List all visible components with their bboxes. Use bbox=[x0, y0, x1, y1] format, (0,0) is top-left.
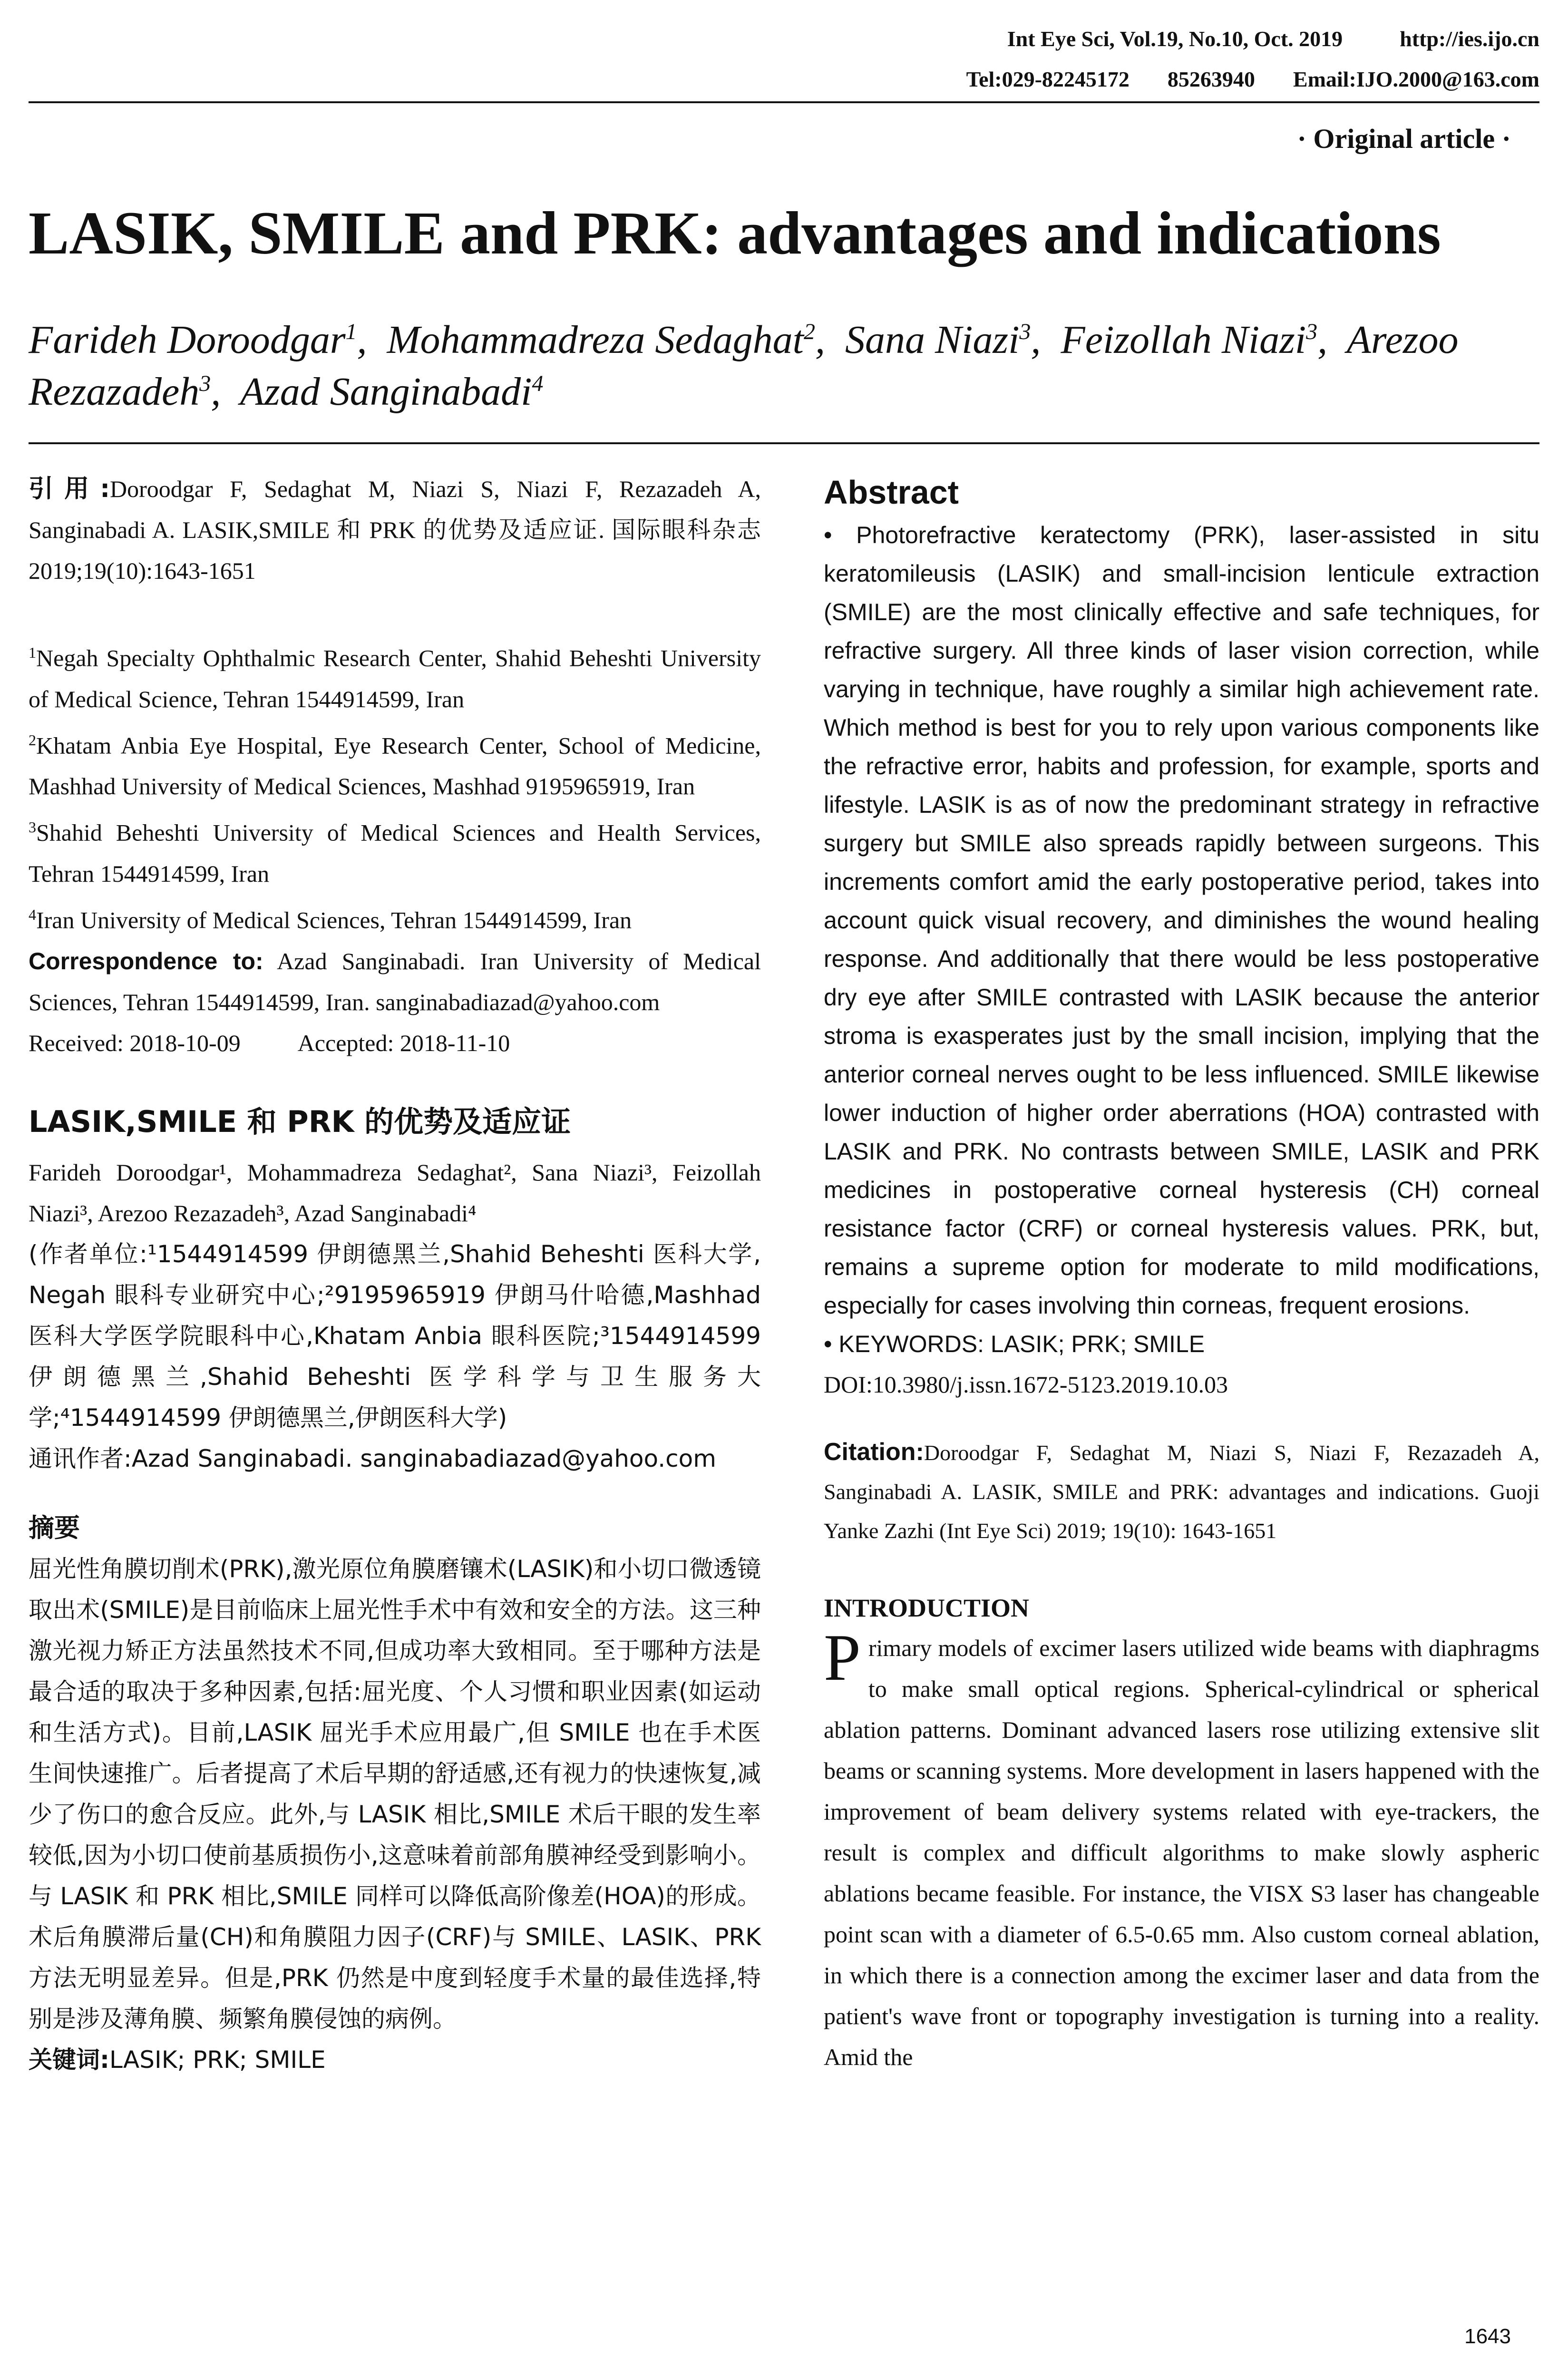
citation-block bbox=[824, 1432, 1539, 1550]
affiliation: $^3$Shahid Beheshti University of Medical Sciences and Health Services, Tehran 1544914599, Iran bbox=[29, 818, 761, 887]
author-name: Sana Niazi bbox=[845, 318, 1020, 362]
chinese-units: (作者单位:¹1544914599 伊朗德黑兰,Shahid Beheshti 医科大学, Negah 眼科专业研究中心;²9195965919 伊朗马什哈德,Mashhad 医科大学医学院眼科中心,Khatam Anbia 眼科医院;³1544914599 伊朗德黑兰,Shahid Beheshti 医学科学与卫生服务大学;⁴1544914599 伊朗德黑兰,伊朗医科大学) bbox=[29, 1240, 761, 1432]
article-type: · Original article · bbox=[1297, 123, 1511, 154]
left-column bbox=[29, 468, 761, 2080]
chinese-correspondence: 通讯作者:Azad Sanginabadi. sanginabadiazad@yahoo.com bbox=[29, 1444, 716, 1472]
author-name: Farideh Doroodgar bbox=[29, 318, 346, 362]
paper-title: LASIK, SMILE and PRK: advantages and indications bbox=[29, 199, 1441, 267]
journal-url: http://ies.ijo.cn bbox=[1400, 27, 1539, 51]
journal-tel2: 85263940 bbox=[1167, 67, 1255, 91]
chinese-abstract: 屈光性角膜切削术(PRK),激光原位角膜磨镶术(LASIK)和小切口微透镜取出术(SMILE)是目前临床上屈光性手术中有效和安全的方法。这三种激光视力矫正方法虽然技术不同,但成功率大致相同。至于哪种方法是最合适的取决于多种因素,包括:屈光度、个人习惯和职业因素(如运动和生活方式)。目前,LASIK 屈光手术应用最广,但 SMILE 也在手术医生间快速推广。后者提高了术后早期的舒适感,还有视力的快速恢复,减少了伤口的愈合反应。此外,与 LASIK 相比,SMILE 术后干眼的发生率较低,因为小切口使前基质损伤小,这意味着前部角膜神经受到影响小。与 LASIK 和 PRK 相比,SMILE 同样可以降低高阶像差(HOA)的形成。术后角膜滞后量(CH)和角膜阻力因子(CRF)与 SMILE、LASIK、PRK 方法无明显差异。但是,PRK 仍然是中度到轻度手术量的最佳选择,特别是涉及薄角膜、频繁角膜侵蚀的病例。 bbox=[29, 1555, 761, 2033]
citation-label: Citation: bbox=[824, 1438, 924, 1466]
abstract-text: • Photorefractive keratectomy (PRK), laser-assisted in situ keratomileusis (LASIK) and small-incision lenticule extraction (SMILE) are the most clinically effective and safe techniques, for refractive surgery. All three kinds of laser vision correction, while varying in technique, have roughly a similar high achievement rate. Which method is best for you to rely upon various components like the refractive error, habits and profession, for example, sports and lifestyle. LASIK is as of now the predominant strategy in refractive surgery but SMILE also spreads rapidly between surgeons. This increments comfort amid the early postoperative period, takes into account quick visual recovery, and diminishes the wound healing response. And additionally that there would be less postoperative dry eye after SMILE contrasted with LASIK because the anterior stroma is exasperates just by the small incision, implying that the anterior corneal nerves ought to be less influenced. SMILE likewise lower induction of higher order aberrations (HOA) contrasted with LASIK and PRK. No contrasts between SMILE, LASIK and PRK medicines in postoperative corneal hysteresis (CH) corneal resistance factor (CRF) or corneal hysteresis values. PRK, but, remains a supreme option for moderate to mild modifications, especially for cases involving thin corneas, frequent erosions. bbox=[824, 522, 1539, 1319]
introduction-text: Primary models of excimer lasers utilized wide beams with diaphragms to make small optical regions. Spherical-cylindrical or spherical ablation patterns. Dominant advanced lasers rose utilizing extensive slit beams or scanning systems. More development in lasers happened with the improvement of beam delivery systems related with eye-trackers, the result is complex and difficult algorithms to make slowly aspheric ablations became feasible. For instance, the VISX S3 laser has changeable point scan with a diameter of 6.5-0.65 mm. Also custom corneal ablation, in which there is a connection among the excimer laser and data from the patient's wave front or topography investigation is turning into a reality. Amid the bbox=[824, 1621, 1539, 2070]
journal-email: Email:IJO.2000@163.com bbox=[1293, 67, 1539, 91]
journal-contact-line bbox=[966, 67, 1539, 92]
author-list: Farideh Doroodgar$^1$, Mohammadreza Sedaghat$^2$, Sana Niazi$^3$, Feizollah Niazi$^3$, Arezoo Rezazadeh$^3$, Azad Sanginabadi$^4$ bbox=[29, 318, 1459, 414]
page-number: 1643 bbox=[1464, 2325, 1511, 2348]
journal-info: Int Eye Sci, Vol.19, No.10, Oct. 2019 bbox=[1007, 27, 1343, 51]
correspondence-text: Azad Sanginabadi. Iran University of Medical Sciences, Tehran 1544914599, Iran. sanginabadiazad@yahoo.com bbox=[29, 947, 761, 1015]
author-name: Azad Sanginabadi bbox=[240, 370, 532, 414]
cite-text: Doroodgar F, Sedaghat M, Niazi S, Niazi F, Rezazadeh A, Sanginabadi A. LASIK,SMILE 和 PRK 的优势及适应证. 国际眼科杂志 2019;19(10):1643-1651 bbox=[29, 476, 761, 584]
abstract-heading: Abstract bbox=[824, 474, 959, 511]
received-date: Received: 2018-10-09 bbox=[29, 1029, 241, 1056]
journal-header-line bbox=[1007, 26, 1539, 51]
journal-tel: Tel:029-82245172 bbox=[966, 67, 1130, 91]
drop-cap: P bbox=[824, 1621, 861, 1695]
chinese-abstract-heading: 摘要 bbox=[29, 1512, 80, 1543]
author-name: Feizollah Niazi bbox=[1061, 318, 1306, 362]
accepted-date: Accepted: 2018-11-10 bbox=[297, 1029, 510, 1056]
title-rule bbox=[29, 442, 1539, 444]
chinese-authors: Farideh Doroodgar¹, Mohammadreza Sedaghat², Sana Niazi³, Feizollah Niazi³, Arezoo Rezazadeh³, Azad Sanginabadi⁴ bbox=[29, 1159, 761, 1227]
keywords: • KEYWORDS: LASIK; PRK; SMILE bbox=[824, 1331, 1205, 1357]
introduction-heading: INTRODUCTION bbox=[824, 1594, 1030, 1622]
citation-text: Doroodgar F, Sedaghat M, Niazi S, Niazi F, Rezazadeh A, Sanginabadi A. LASIK, SMILE and PRK: advantages and indications. Guoji Yanke Zazhi (Int Eye Sci) 2019; 19(10): 1643-1651 bbox=[824, 1441, 1539, 1543]
doi: DOI:10.3980/j.issn.1672-5123.2019.10.03 bbox=[824, 1371, 1228, 1398]
affiliation: $^2$Khatam Anbia Eye Hospital, Eye Research Center, School of Medicine, Mashhad University of Medical Sciences, Mashhad 9195965919, Iran bbox=[29, 731, 761, 800]
header-rule bbox=[29, 101, 1539, 103]
cite-block bbox=[29, 468, 761, 591]
correspondence-label: Correspondence to: bbox=[29, 947, 263, 974]
affiliation: $^4$Iran University of Medical Sciences, Tehran 1544914599, Iran bbox=[29, 906, 632, 934]
author-name: Mohammadreza Sedaghat bbox=[387, 318, 804, 362]
affiliation: $^1$Negah Specialty Ophthalmic Research Center, Shahid Beheshti University of Medical Science, Tehran 1544914599, Iran bbox=[29, 644, 761, 712]
chinese-title: LASIK,SMILE 和 PRK 的优势及适应证 bbox=[29, 1104, 571, 1139]
author-name: Arezoo Rezazadeh bbox=[29, 318, 1459, 414]
cite-label: 引用: bbox=[29, 475, 110, 503]
right-column bbox=[824, 468, 1539, 2077]
dates bbox=[29, 1023, 761, 1063]
correspondence bbox=[29, 941, 761, 1023]
chinese-keywords: 关键词:LASIK; PRK; SMILE bbox=[29, 2046, 326, 2074]
